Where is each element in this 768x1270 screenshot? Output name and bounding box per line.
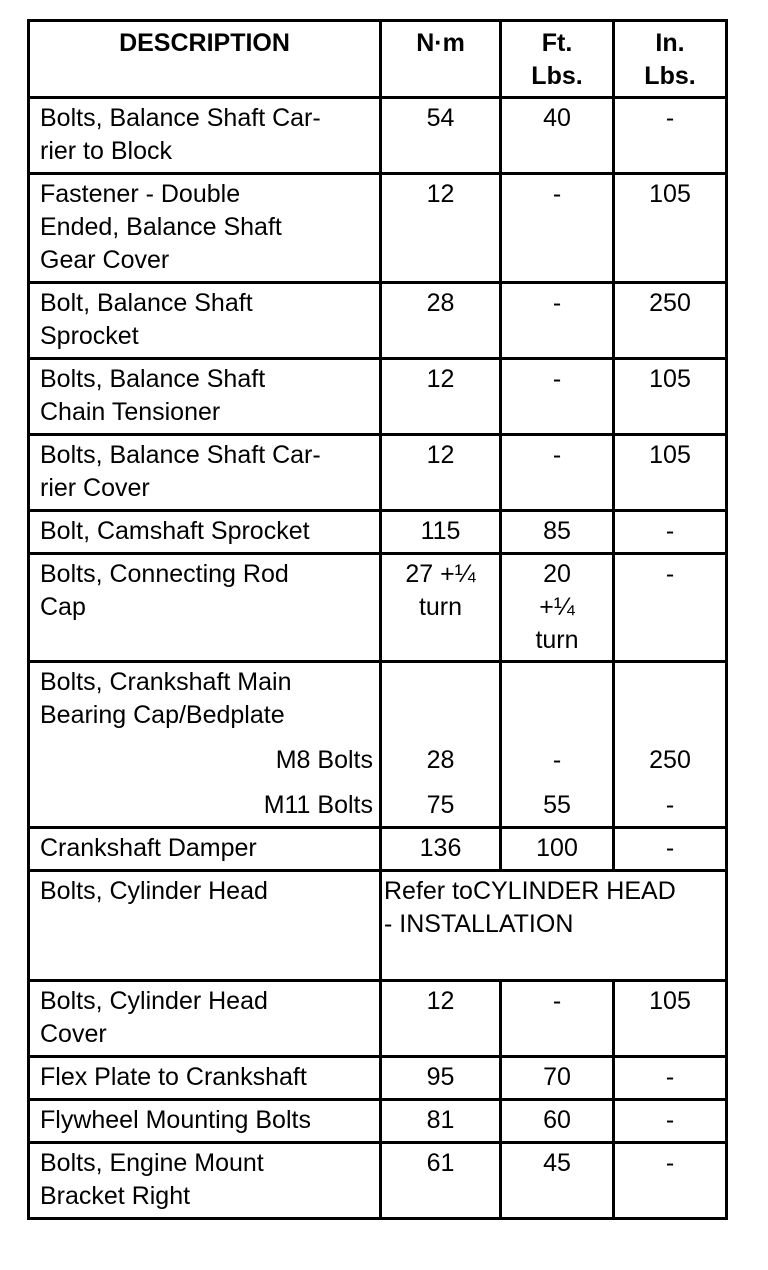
row-in-lbs: 250 [614,283,727,359]
row-in-lbs: - [614,554,727,662]
table-row [29,98,727,174]
torque-spec-table [27,19,728,1220]
table-row [29,1057,727,1100]
row-ft-lbs: - [501,359,614,435]
table-row [29,1143,727,1219]
row-description [29,662,381,828]
row-in-lbs: 105 [614,174,727,283]
subrow-nm-m8: 28 [426,746,455,774]
row-description: Bolts, Cylinder Head [29,871,381,981]
row-description: Bolts, Balance Shaft Chain Tensioner [29,359,381,435]
row-description: Bolts, Balance Shaft Car- rier Cover [29,435,381,511]
row-in-lbs: 105 [614,981,727,1057]
row-description: Bolts, Balance Shaft Car- rier to Block [29,98,381,174]
row-nm: 28 [381,283,501,359]
row-in-lbs: 105 [614,435,727,511]
row-in-lbs: - [614,1057,727,1100]
row-nm: 81 [381,1100,501,1143]
row-in-lbs: - [614,828,727,871]
table-row [29,283,727,359]
row-nm [381,662,501,828]
row-ft-lbs [501,662,614,828]
header-description: DESCRIPTION [29,21,381,98]
row-description: Flex Plate to Crankshaft [29,1057,381,1100]
subrow-in-m11: - [665,791,675,819]
table-row [29,1100,727,1143]
row-description: Bolts, Cylinder Head Cover [29,981,381,1057]
header-in-lbs: In. Lbs. [614,21,727,98]
row-description: Flywheel Mounting Bolts [29,1100,381,1143]
row-in-lbs: - [614,98,727,174]
table-row [29,435,727,511]
row-in-lbs: - [614,1143,727,1219]
subrow-ft-m11: 55 [543,791,571,819]
row-description: Fastener - Double Ended, Balance Shaft Gear Cover [29,174,381,283]
table-row-main-bearing [29,662,727,828]
row-nm: 115 [381,511,501,554]
row-in-lbs: - [614,1100,727,1143]
row-description: Crankshaft Damper [29,828,381,871]
row-ft-lbs: - [501,174,614,283]
table-row [29,554,727,662]
table-row [29,359,727,435]
row-in-lbs: - [614,511,727,554]
subrow-in-m8: 250 [649,746,691,774]
subrow-label-m8: M8 Bolts [275,746,373,774]
row-ft-lbs: 20 +¼ turn [501,554,614,662]
row-description: Bolts, Connecting Rod Cap [29,554,381,662]
subrow-ft-m8: - [552,746,562,774]
main-bearing-title: Bolts, Crankshaft Main Bearing Cap/Bedplate [40,668,292,729]
table-row [29,981,727,1057]
header-ft-lbs: Ft. Lbs. [501,21,614,98]
row-ft-lbs: - [501,981,614,1057]
row-nm: 136 [381,828,501,871]
subrow-label-m11: M11 Bolts [263,791,373,819]
row-description: Bolt, Balance Shaft Sprocket [29,283,381,359]
row-ft-lbs: 70 [501,1057,614,1100]
row-ft-lbs: 100 [501,828,614,871]
row-description: Bolts, Engine Mount Bracket Right [29,1143,381,1219]
row-nm: 12 [381,359,501,435]
table-row-cylinder-head [29,871,727,981]
row-nm: 54 [381,98,501,174]
header-row [29,21,727,98]
row-nm: 27 +¼ turn [381,554,501,662]
table-row [29,511,727,554]
row-ft-lbs: - [501,283,614,359]
row-ft-lbs: 60 [501,1100,614,1143]
header-nm: N·m [381,21,501,98]
row-nm: 61 [381,1143,501,1219]
row-in-lbs: 105 [614,359,727,435]
row-nm: 95 [381,1057,501,1100]
row-description: Bolt, Camshaft Sprocket [29,511,381,554]
row-ft-lbs: 45 [501,1143,614,1219]
row-in-lbs [614,662,727,828]
table-row [29,828,727,871]
row-ft-lbs: - [501,435,614,511]
row-nm: 12 [381,981,501,1057]
row-ft-lbs: 40 [501,98,614,174]
subrow-nm-m11: 75 [426,791,455,819]
row-ft-lbs: 85 [501,511,614,554]
row-nm: 12 [381,435,501,511]
cylinder-head-reference: Refer toCYLINDER HEAD - INSTALLATION [381,871,727,981]
row-nm: 12 [381,174,501,283]
table-row [29,174,727,283]
